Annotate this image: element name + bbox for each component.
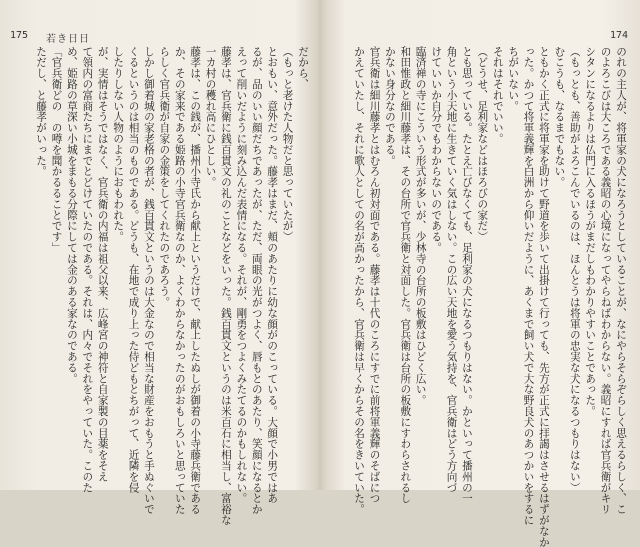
- text-line: 角という小天地に生きていく気はしない。この広い天地を愛う気持を、官兵衛はどう方向づ: [445, 46, 458, 493]
- text-line: ちがいない。: [507, 46, 520, 112]
- left-page: [0, 0, 320, 526]
- text-line: ただし、と藤孝がいった。: [35, 46, 48, 177]
- text-line: のよろこびは大ころである義昭の心境になってやらねばわからない。義昭にすれば官兵衛がキリ: [599, 46, 612, 515]
- text-line: ともかく正式に将軍家を助けて野道を歩いて出掛けて行っても、先方が正式に拝謁はさせるはずがなか: [537, 46, 550, 547]
- text-line: 藤孝は、官兵衛に銭百貫文の礼のことなどをいった。銭百貫文というのは米百石に相当し、富裕な: [219, 46, 232, 526]
- text-line: 一カ村の穫れ高にひとしい。: [204, 46, 217, 188]
- text-line: けていいか自分でもわからないのである。: [430, 46, 443, 254]
- text-line: しかし御着城の家老格の者が、銭百貫文というのは大金なので相当な財産をおもうと手ぬぐいで: [142, 46, 155, 515]
- text-line: （どうせ、足利家などはほろびの家だ）: [476, 46, 489, 243]
- left-text-block: [14, 46, 310, 526]
- text-line: かえていたし、それに歌人としての名が高かったから、官兵衛は早くからその名をきいていた。: [353, 46, 366, 515]
- text-line: が、実情はそうではなく、官兵衛の内福は祖父以来、広峰宮の神符と自家製の目薬をそえ: [96, 46, 109, 482]
- right-page: [320, 0, 640, 547]
- text-line: むこうも、なるまでもない。: [553, 46, 566, 188]
- text-line: くるというのは相当のものである。どうも、在地で成り上った侍どもとちがって、近隣を侵: [127, 46, 140, 493]
- text-line: るが、品のいい顔だちであったが、ただ、両眼の光がつよく、唇もとのあたり、笑顔になるとか: [250, 46, 263, 515]
- left-folio: 175: [10, 30, 29, 41]
- text-line: だから、: [297, 46, 309, 90]
- right-text-block: [338, 46, 628, 547]
- text-line: かない身分なのである。: [383, 46, 396, 166]
- text-line: 和田惟政と細川藤孝は、その台所で官兵衛と対面した。官兵衛は台所の板敷にすわらされるし: [399, 46, 412, 504]
- text-line: それはそれでいい。: [491, 46, 504, 145]
- text-line: したりしない人物のようにおもわれた。: [112, 46, 125, 243]
- text-line: め、姫路の草深い小城をまもる分際にしては金のある家なのである。: [65, 46, 78, 384]
- text-line: か、その家来である姫路の小寺官兵衛なのか、よくわからなかったのがおもしろいと思っていた: [173, 46, 186, 515]
- text-line: のれの主人が、将軍家の犬になろうとしていることが、なにやらそらぞらしく思えるらしく、こ: [615, 46, 627, 515]
- text-line: （もっと老けた人物だと思っていたが）: [281, 46, 294, 243]
- text-line: とも思っている。たとえ亡びなくても、足利家の犬になるつもりはない。かといって播州の一: [460, 46, 473, 504]
- text-line: 藤孝は、この銭が、播州小寺氏から献上というだけで、献上したぬしが御着の小寺藤兵衛である: [189, 46, 202, 515]
- text-line: った。かつて将軍義輝を白洲から仰いだように、あくまで飼い犬で大な野良犬のあつかいをするに: [522, 46, 535, 526]
- text-line: て領内の富商たちにまでとどけていたのである。それは、内々でそれをやっていた。このた: [81, 46, 94, 493]
- text-line: 「官兵衛どの の噂を聞かるることです」: [50, 46, 63, 254]
- text-line: （もっとも、善助がよろこんでいるのは、ほんとうは将軍の忠実な犬になるつもりはない）: [568, 46, 581, 493]
- text-line: 官兵衛は細川藤孝とはむろん初対面である。藤孝は十代のころにすでに前将軍義輝のそばにつ: [368, 46, 381, 504]
- running-head: 若き日日: [46, 34, 90, 45]
- text-line: シタンになるよりは仏門に入るほうがまだしもわかりやすいことであった。: [584, 46, 597, 417]
- text-line: らしく官兵衛が自家の金策をしてくれたのであろう。: [158, 46, 171, 308]
- right-folio: 174: [609, 30, 628, 41]
- text-line: とおもい、意外だった。藤孝はまだ、頬のあたりに幼な顔がのこっている。大顔で小男ではあ: [266, 46, 279, 504]
- text-line: 臨済禅の寺にこういう形式が多いが、少林寺の台所の板敷はひどく広い。: [414, 46, 427, 406]
- text-line: えって削いだように刻み込んだ表情になる。それが、剛勇をつよくみたてるのかもしれない。: [235, 46, 248, 504]
